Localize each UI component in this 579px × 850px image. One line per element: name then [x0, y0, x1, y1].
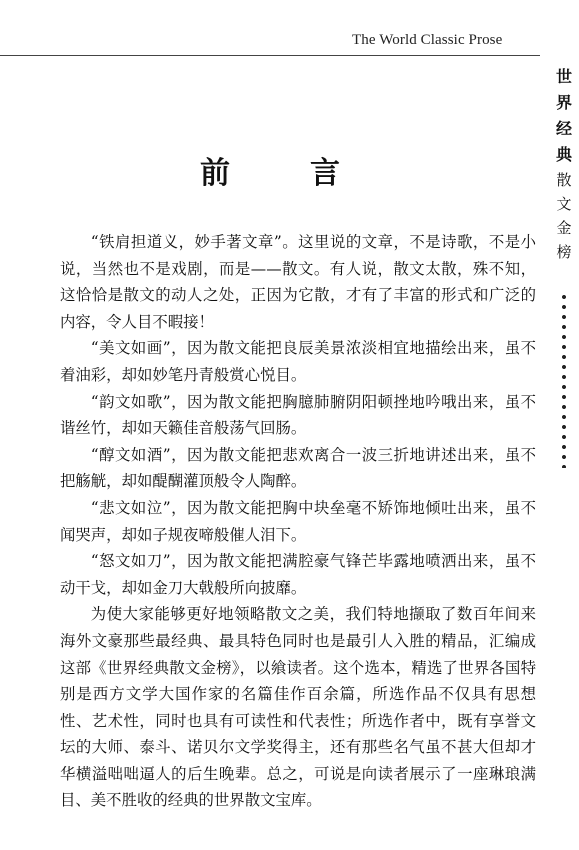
paragraph: “韵文如歌”，因为散文能把胸臆肺腑阴阳顿挫地吟哦出来，虽不谐丝竹，却如天籁佳音般荡气回肠。 — [60, 392, 536, 438]
paragraph: “悲文如泣”，因为散文能把胸中块垒毫不矫饰地倾吐出来，虽不闻哭声，却如子规夜啼般催人泪下。 — [60, 498, 536, 544]
paragraph: “铁肩担道义，妙手著文章”。这里说的文章，不是诗歌，不是小说，当然也不是戏剧，而是——散文。有人说，散文太散，殊不知，这恰恰是散文的动人之处，正因为它散，才有了丰富的形式和广泛的内容，令人目不暇接！ — [60, 233, 536, 331]
side-tab-char: 典 — [555, 145, 572, 164]
side-tab-char: 散 — [556, 171, 572, 189]
paragraph: “美文如画”，因为散文能把良辰美景浓淡相宜地描绘出来，虽不着油彩，却如妙笔丹青般赏心悦目。 — [60, 339, 536, 384]
side-tab-char: 经 — [555, 119, 572, 138]
side-tab-char: 界 — [555, 93, 572, 112]
paragraph: “怒文如刀”，因为散文能把满腔豪气锋芒毕露地喷洒出来，虽不动干戈，却如金刀大戟般所向披靡。 — [60, 552, 536, 597]
paragraph: 为使大家能够更好地领略散文之美，我们特地撷取了数百年间来海外文豪那些最经典、最具特色同时也是最引人入胜的精品，汇编成这部《世界经典散文金榜》，以飨读者。这个选本，精选了世界各国特别是西方文学大国作家的名篇佳作百余篇，所选作品不仅具有思想性、艺术性，同时也具有可读性和代表性；所选作者中，既有享誉文坛的大师、泰斗、诺贝尔文学奖得主，还有那些名气虽不甚大但却才华横溢咄咄逼人的后生晚辈。总之，可说是向读者展示了一座琳琅满目、美不胜收的经典的世界散文宝库。 — [60, 605, 536, 810]
side-tab-char: 世 — [555, 67, 572, 86]
side-tab-dots — [560, 292, 568, 468]
page-title: 前言 — [200, 156, 420, 192]
side-tab-char: 金 — [556, 219, 572, 237]
header-rule — [0, 55, 540, 56]
running-header-title: The World Classic Prose — [352, 32, 503, 48]
paragraph: “醇文如酒”，因为散文能把悲欢离合一波三折地讲述出来，虽不把觞觥，却如醍醐灌顶般令人陶醉。 — [60, 445, 536, 491]
side-tab-char: 文 — [556, 195, 572, 213]
side-tab-char: 榜 — [556, 243, 572, 261]
side-tab — [552, 64, 576, 264]
preface-body — [60, 229, 536, 814]
